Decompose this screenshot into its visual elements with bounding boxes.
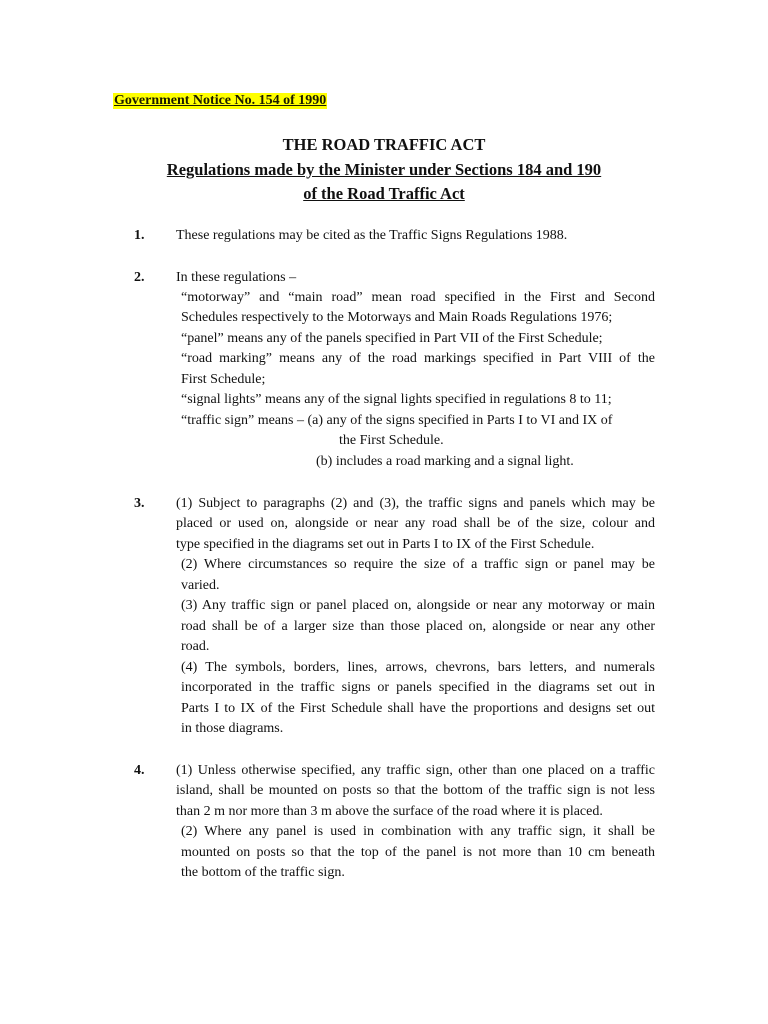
section-3-line: placed or used on, alongside or near any road shall be of the size, colour and	[176, 516, 655, 531]
section-2-line: “traffic sign” means – (a) any of the signs specified in Parts I to VI and IX of	[181, 413, 613, 428]
section-3-line: (3) Any traffic sign or panel placed on, alongside or near any motorway or main	[181, 598, 655, 613]
regulations-heading-line2: of the Road Traffic Act	[303, 184, 465, 203]
section-number-4: 4.	[134, 763, 145, 778]
section-2-line: “motorway” and “main road” mean road specified in the First and Second	[181, 290, 655, 305]
section-3-line: type specified in the diagrams set out in Parts I to IX of the First Schedule.	[176, 537, 595, 552]
section-4-line: than 2 m nor more than 3 m above the surface of the road where it is placed.	[176, 804, 603, 819]
section-2-line: “signal lights” means any of the signal lights specified in regulations 8 to 11;	[181, 392, 612, 407]
section-number-1: 1.	[134, 228, 145, 243]
section-3-line: incorporated in the traffic signs or panels specified in the diagrams set out in	[181, 680, 655, 695]
section-3-line: (4) The symbols, borders, lines, arrows, chevrons, bars letters, and numerals	[181, 660, 655, 675]
section-3-line: in those diagrams.	[181, 721, 284, 736]
section-3-line: (2) Where circumstances so require the size of a traffic sign or panel may be	[181, 557, 655, 572]
section-3-line: varied.	[181, 578, 220, 593]
act-title: THE ROAD TRAFFIC ACT	[282, 135, 486, 154]
section-4-line: (1) Unless otherwise specified, any traffic sign, other than one placed on a traffic	[176, 763, 655, 778]
section-3-line: road shall be of a larger size than those placed on, alongside or near any other	[181, 619, 655, 634]
section-3-line: Parts I to IX of the First Schedule shall have the proportions and designs set out	[181, 701, 655, 716]
section-2-line: the First Schedule.	[339, 433, 444, 448]
section-1-line: These regulations may be cited as the Traffic Signs Regulations 1988.	[176, 228, 568, 243]
section-2-line: In these regulations –	[176, 270, 297, 285]
section-2-line: First Schedule;	[181, 372, 266, 387]
section-4-line: (2) Where any panel is used in combination with any traffic sign, it shall be	[181, 824, 655, 839]
regulations-heading-line1: Regulations made by the Minister under Sections 184 and 190	[166, 160, 602, 179]
section-4-line: mounted on posts so that the top of the panel is not more than 10 cm beneath	[181, 845, 655, 860]
section-2-line: (b) includes a road marking and a signal light.	[316, 454, 574, 469]
section-3-line: (1) Subject to paragraphs (2) and (3), the traffic signs and panels which may be	[176, 496, 655, 511]
section-number-3: 3.	[134, 496, 145, 511]
section-4-line: island, shall be mounted on posts so that the bottom of the traffic sign is not less	[176, 783, 655, 798]
section-2-line: “road marking” means any of the road markings specified in Part VIII of the	[181, 351, 655, 366]
section-4-line: the bottom of the traffic sign.	[181, 865, 345, 880]
section-2-line: “panel” means any of the panels specified in Part VII of the First Schedule;	[181, 331, 603, 346]
section-2-line: Schedules respectively to the Motorways and Main Roads Regulations 1976;	[181, 310, 613, 325]
government-notice-number: Government Notice No. 154 of 1990	[114, 93, 327, 108]
section-3-line: road.	[181, 639, 210, 654]
section-number-2: 2.	[134, 270, 145, 285]
